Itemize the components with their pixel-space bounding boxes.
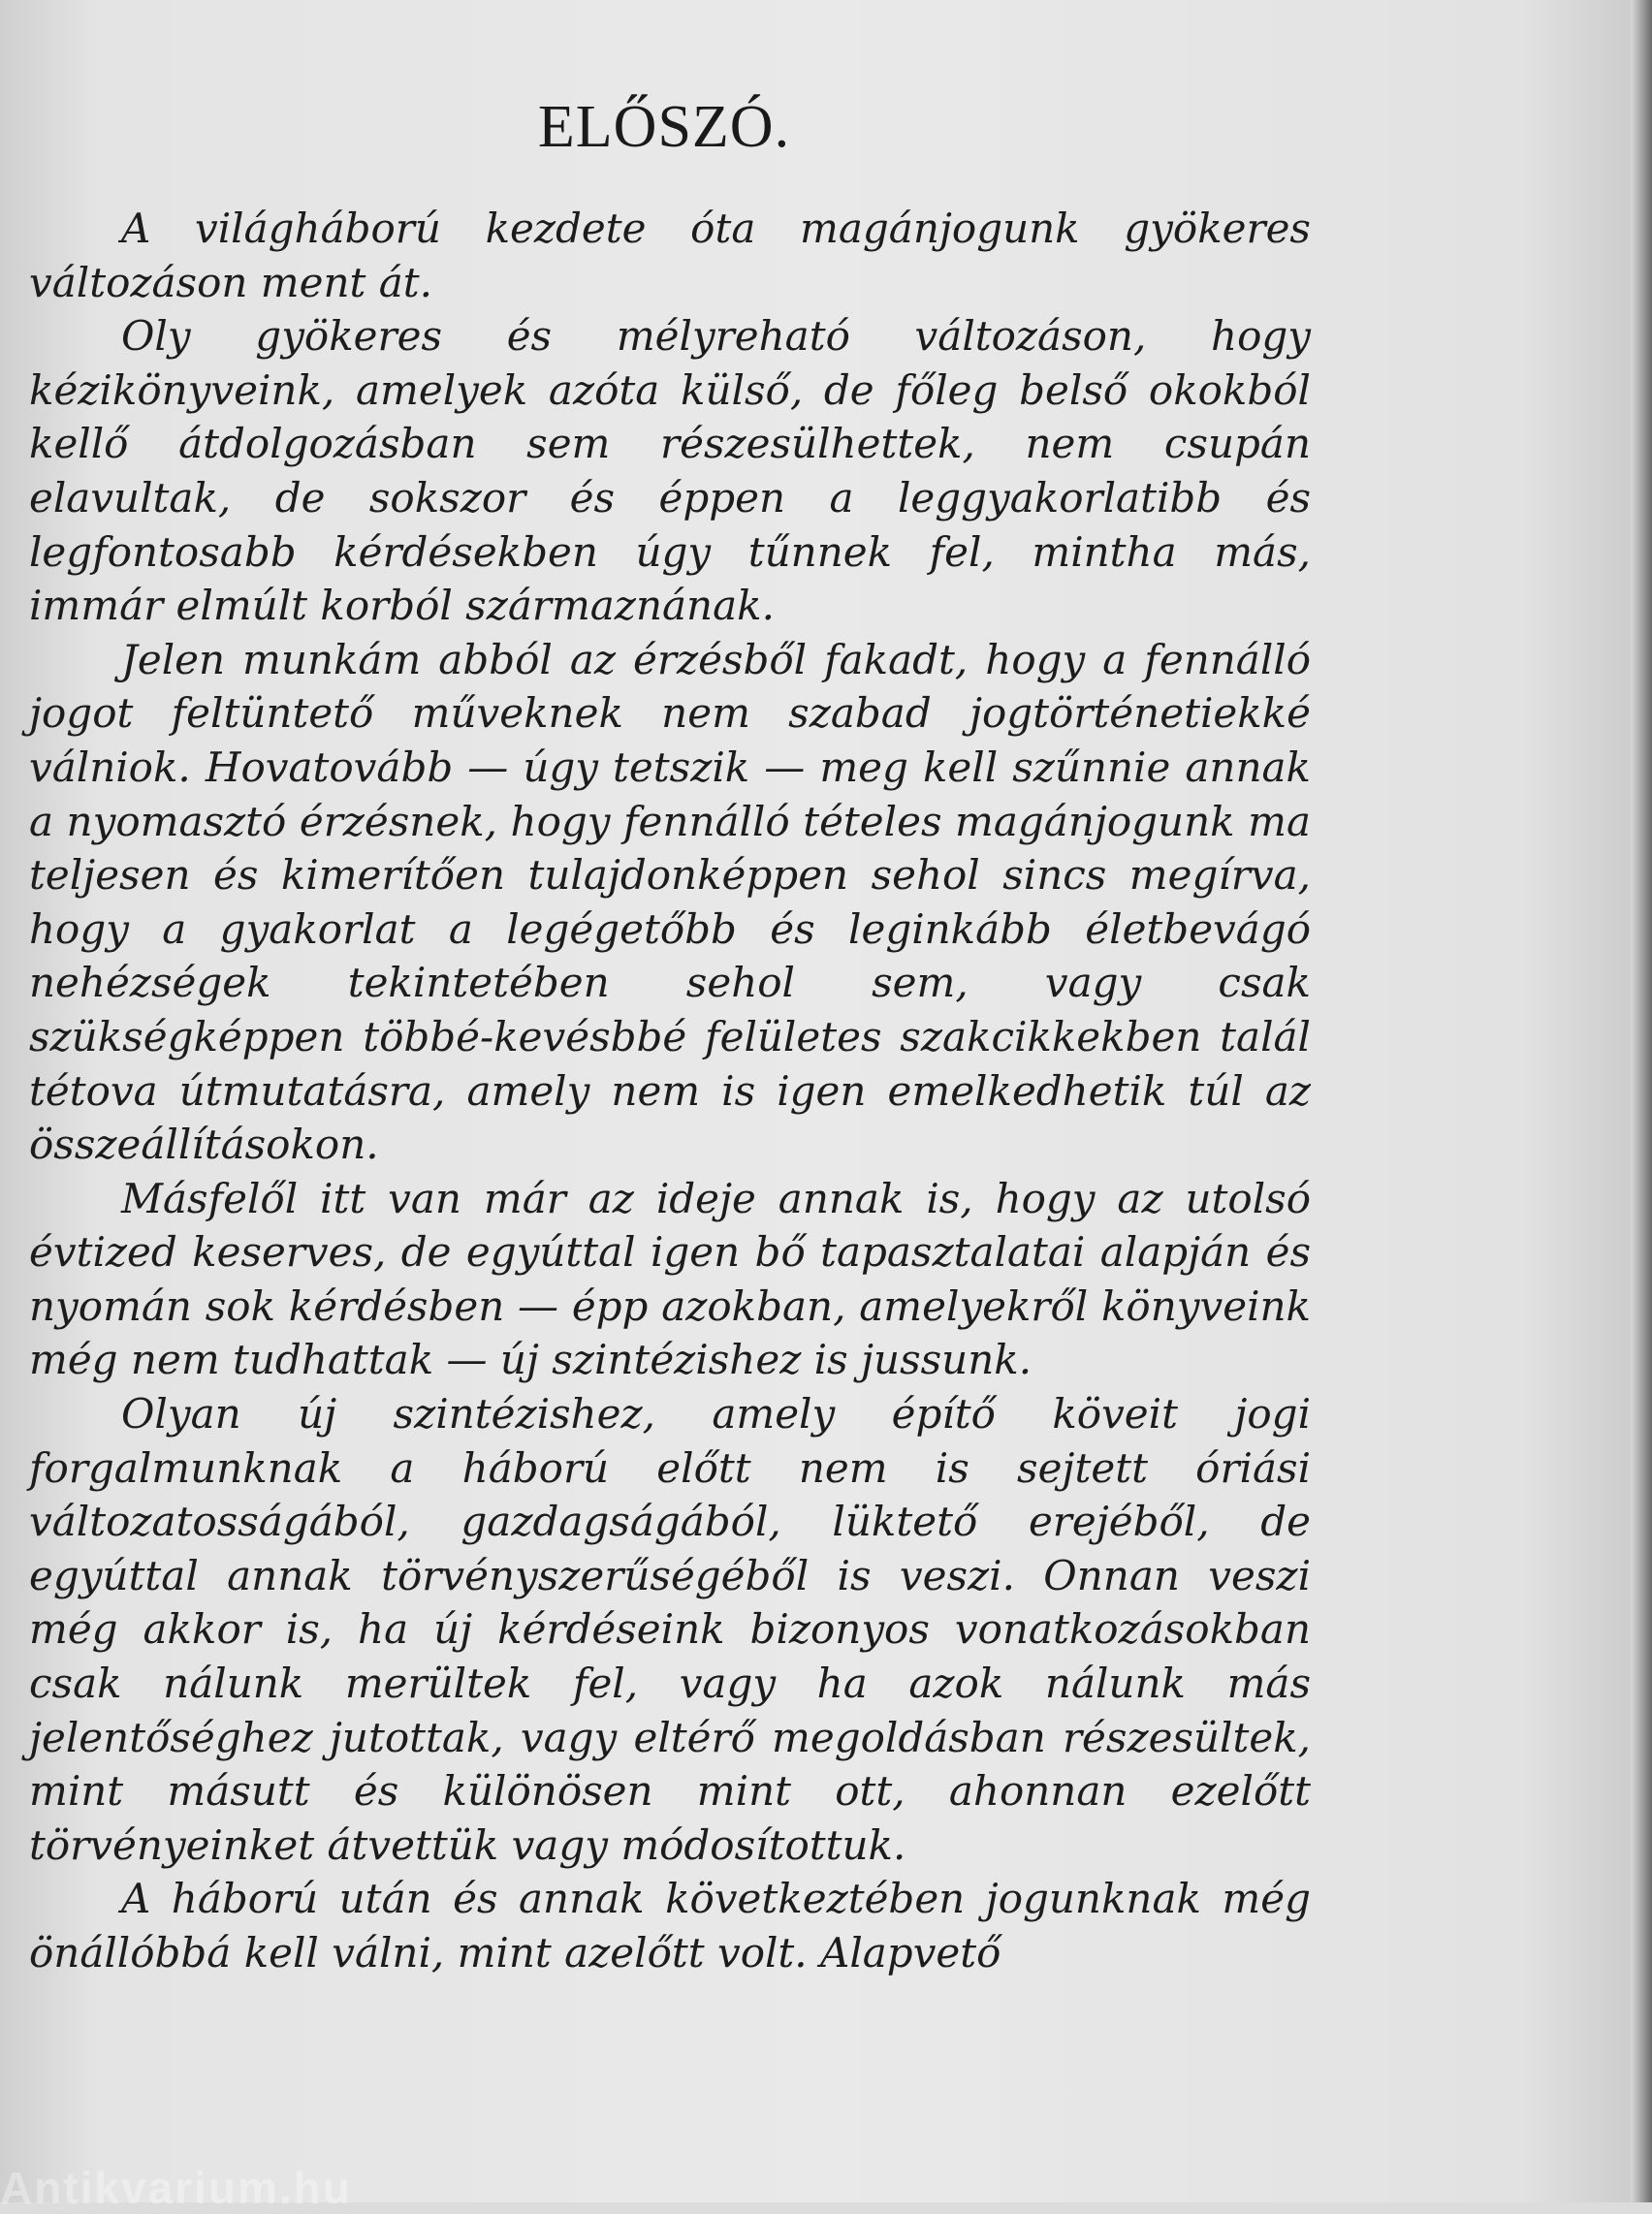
page-title: ELŐSZÓ. (537, 94, 791, 160)
paragraph-1: A világháború kezdete óta magánjogunk gyökeres változáson ment át. (29, 205, 1311, 306)
preface-body (29, 202, 1311, 1980)
paragraph-6: A háború után és annak következtében jogunknak még önállóbbá kell válni, mint azelőtt volt. Alapvető (29, 1875, 1311, 1977)
watermark: Antikvarium.hu (0, 2163, 352, 2213)
page-edge-shadow (1631, 0, 1652, 2202)
paragraph-5: Olyan új szintézishez, amely építő köveit jogi forgalmunknak a háború előtt nem is sejtett óriási változatosságából, gazdagságából, lüktető erejéből, de egyúttal annak törvényszerűségéből is veszi. Onnan veszi még akkor is, ha új kérdéseink bizonyos vonatkozásokban csak nálunk merültek fel, vagy ha azok nálunk más jelentőséghez jutottak, vagy eltérő megoldásban részesültek, mint másutt és különösen mint ott, ahonnan ezelőtt törvényeinket átvettük vagy módosítottuk. (29, 1390, 1311, 1869)
paragraph-4: Másfelől itt van már az ideje annak is, hogy az utolsó évtized keserves, de egyúttal igen bő tapasztalatai alapján és nyomán sok kérdésben — épp azokban, amelyekről könyveink még nem tudhattak — új szintézishez is jussunk. (29, 1174, 1311, 1384)
paragraph-2: Oly gyökeres és mélyreható változáson, hogy kézikönyveink, amelyek azóta külső, de főleg belső okokból kellő átdolgozásban sem részesülhettek, nem csupán elavultak, de sokszor és éppen a leggyakorlatibb és legfontosabb kérdésekben úgy tűnnek fel, mintha más, immár elmúlt korból származnának. (29, 312, 1311, 630)
paragraph-3: Jelen munkám abból az érzésből fakadt, hogy a fennálló jogot feltüntető műveknek nem szabad jogtörténetiekké válniok. Hovatovább — úgy tetszik — meg kell szűnnie annak a nyomasztó érzésnek, hogy fennálló tételes magánjogunk ma teljesen és kimerítően tulajdonképpen sehol sincs megírva, hogy a gyakorlat a legégetőbb és leginkább életbevágó nehézségek tekintetében sehol sem, vagy csak szükségképpen többé-kevésbbé felületes szakcikkekben talál tétova útmutatásra, amely nem is igen emelkedhetik túl az összeállításokon. (29, 635, 1311, 1169)
